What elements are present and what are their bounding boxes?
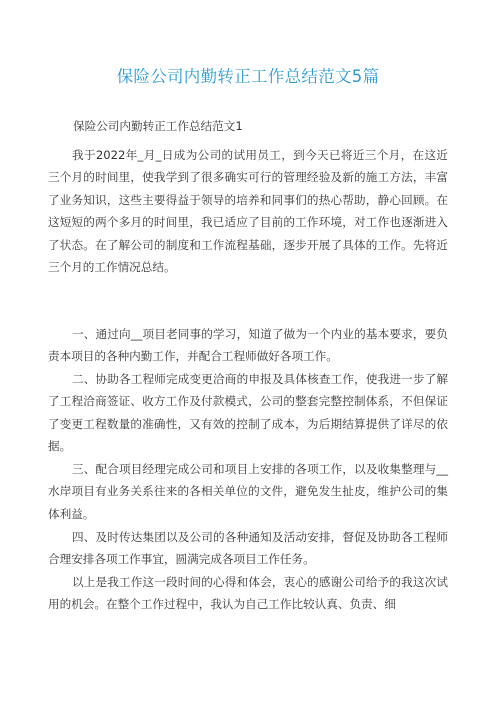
document-subtitle: 保险公司内勤转正工作总结范文1 — [73, 119, 243, 133]
paragraph-closing: 以上是我工作这一段时间的心得和体会，衷心的感谢公司给予的我这次试用的机会。在整个工作过程中，我认为自己工作比较认真、负责、细 — [48, 575, 448, 612]
paragraph-item-4: 四、及时传达集团以及公司的各种通知及活动安排，督促及协助各工程师合理安排各项工作事宜，圆满完成各项目工作任务。 — [48, 530, 448, 567]
paragraph-item-2: 二、协助各工程师完成变更洽商的申报及具体核查工作，使我进一步了解了工程洽商签证、收方工作及付款模式，公司的整套完整控制体系，不但保证了变更工程数量的准确性，又有效的控制了成本，为后期结算提供了详尽的依据。 — [48, 372, 448, 454]
paragraph-item-3: 三、配合项目经理完成公司和项目上安排的各项工作，以及收集整理与__水岸项目有业务关系往来的各相关单位的文件，避免发生扯皮，维护公司的集体利益。 — [48, 462, 448, 521]
paragraph-intro: 我于2022年_月_日成为公司的试用员工，到今天已将近三个月，在这近三个月的时间里，使我学到了很多确实可行的管理经验及新的施工方法，丰富了业务知识，这些主要得益于领导的培养和同事们的热心帮助，静心回顾。在这短短的两个多月的时间里，我已适应了目前的工作环境，对工作也逐渐进入了状态。在了解公司的制度和工作流程基础，逐步开展了具体的工作。先将近三个月的工作情况总结。 — [48, 148, 448, 275]
paragraph-item-1: 一、通过向__项目老同事的学习，知道了做为一个内业的基本要求，要负责本项目的各种内勤工作，并配合工程师做好各项工作。 — [48, 327, 448, 364]
document-title: 保险公司内勤转正工作总结范文5篇 — [116, 67, 380, 86]
